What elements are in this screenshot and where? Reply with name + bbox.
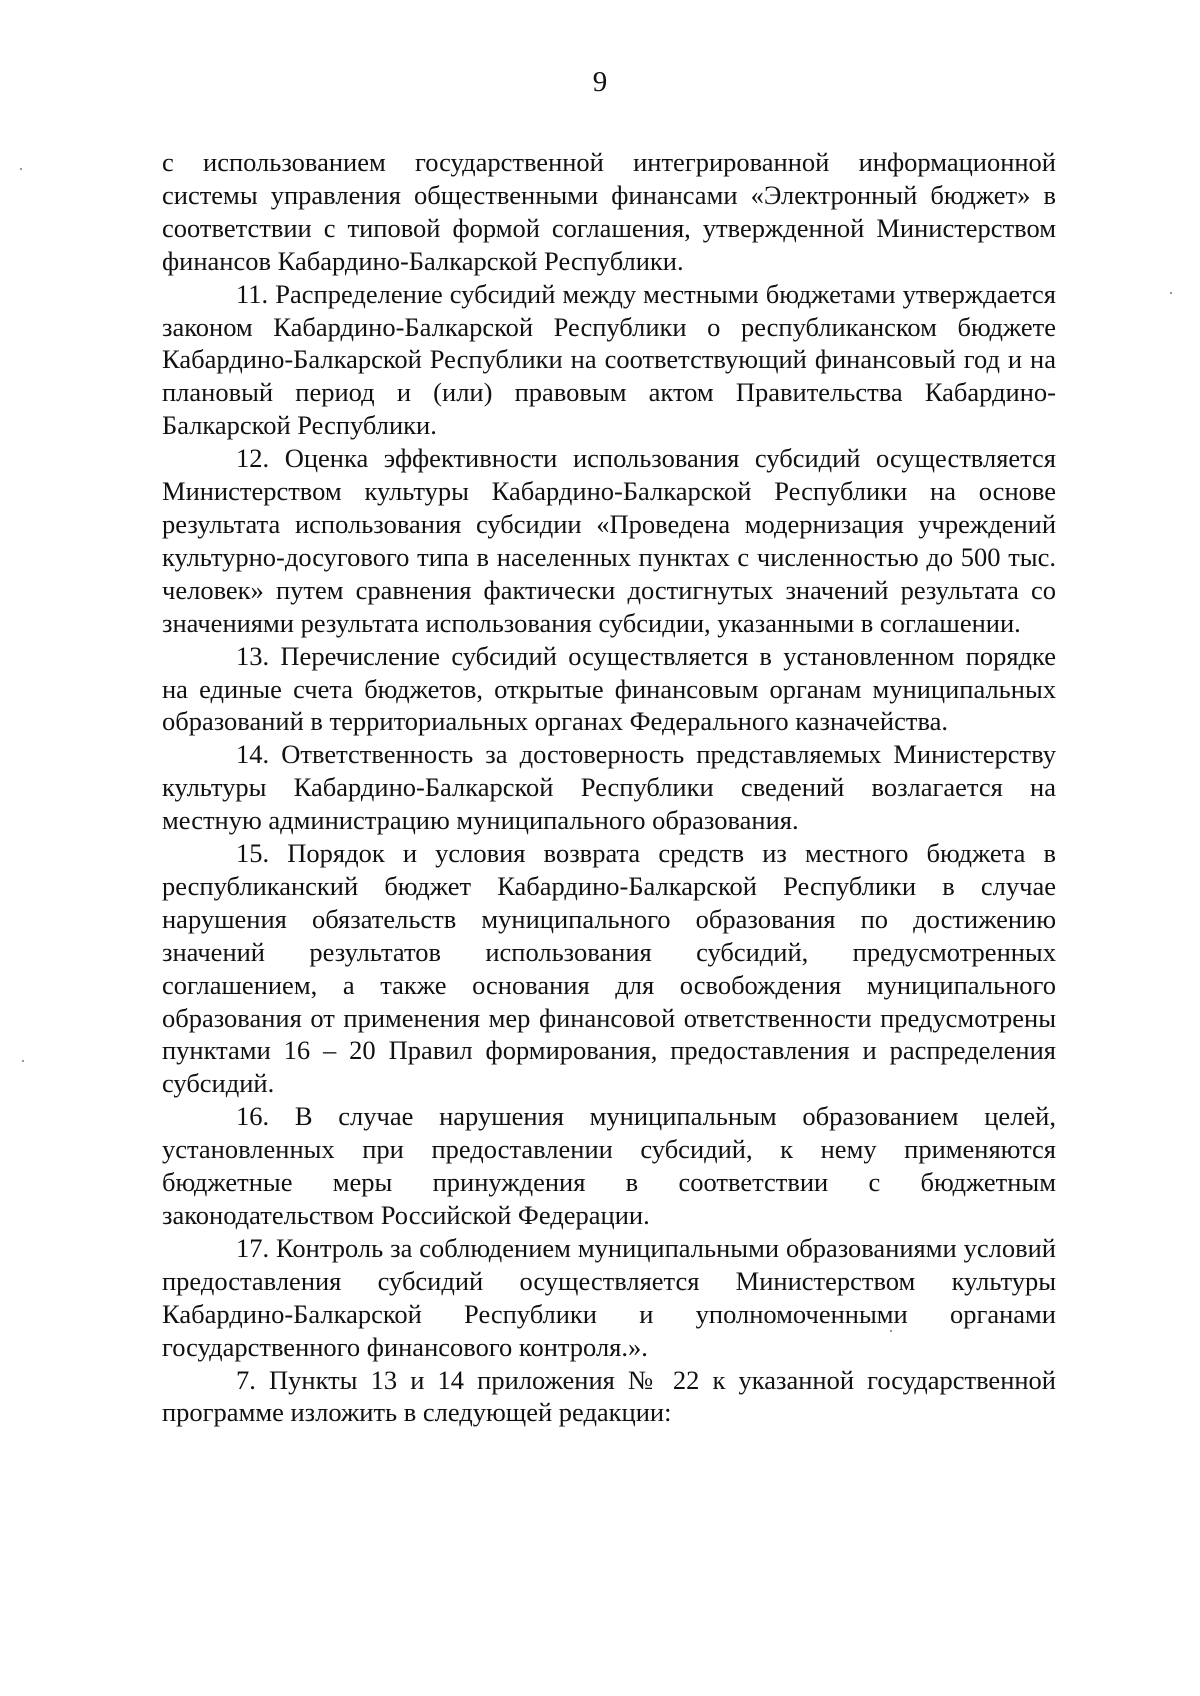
paragraph-item-12: 12. Оценка эффективности использования субсидий осуществляется Министерством культуры Кабардино-Балкарской Республики на основе результата использования субсидии «Проведена модернизация учреждений культурно-досугового типа в населенных пунктах с численностью до 500 тыс. человек» путем сравнения фактически достигнутых значений результата со значениями результата использования субсидии, указанными в соглашении. [162, 443, 1056, 638]
paragraph-item-15: 15. Порядок и условия возврата средств из местного бюджета в республиканский бюджет Кабардино-Балкарской Республики в случае нарушения обязательств муниципального образования по достижению значений результатов использования субсидий, предусмотренных соглашением, а также основания для освобождения муниципального образования от применения мер финансовой ответственности предусмотрены пунктами 16 – 20 Правил формирования, предоставления и распределения субсидий. [162, 838, 1056, 1099]
paragraph-item-16: 16. В случае нарушения муниципальным образованием целей, установленных при предоставлении субсидий, к нему применяются бюджетные меры принуждения в соответствии с бюджетным законодательством Российской Федерации. [162, 1101, 1056, 1230]
scan-speck [1170, 292, 1172, 294]
paragraph-continuation: с использованием государственной интегрированной информационной системы управления общественными финансами «Электронный бюджет» в соответствии с типовой формой соглашения, утвержденной Министерством финансов Кабардино-Балкарской Республики. [162, 147, 1056, 276]
page-number: 9 [592, 66, 608, 98]
paragraph-item-14: 14. Ответственность за достоверность представляемых Министерству культуры Кабардино-Балкарской Республики сведений возлагается на местную администрацию муниципального образования. [162, 739, 1056, 836]
paragraph-item-11: 11. Распределение субсидий между местными бюджетами утверждается законом Кабардино-Балкарской Республики о республиканском бюджете Кабардино-Балкарской Республики на соответствующий финансовый год и на плановый период и (или) правовым актом Правительства Кабардино-Балкарской Республики. [162, 278, 1056, 441]
scan-speck [890, 1330, 892, 1332]
paragraph-item-7: 7. Пункты 13 и 14 приложения № 22 к указанной государственной программе изложить в следующей редакции: [162, 1364, 1056, 1428]
scan-speck [20, 168, 22, 170]
paragraph-item-13: 13. Перечисление субсидий осуществляется в установленном порядке на единые счета бюджетов, открытые финансовым органам муниципальных образований в территориальных органах Федерального казначейства. [162, 640, 1056, 737]
scan-speck [22, 1060, 24, 1062]
paragraph-item-17: 17. Контроль за соблюдением муниципальными образованиями условий предоставления субсидий осуществляется Министерством культуры Кабардино-Балкарской Республики и уполномоченными органами государственного финансового контроля.». [162, 1232, 1056, 1362]
document-body [162, 146, 1056, 1429]
